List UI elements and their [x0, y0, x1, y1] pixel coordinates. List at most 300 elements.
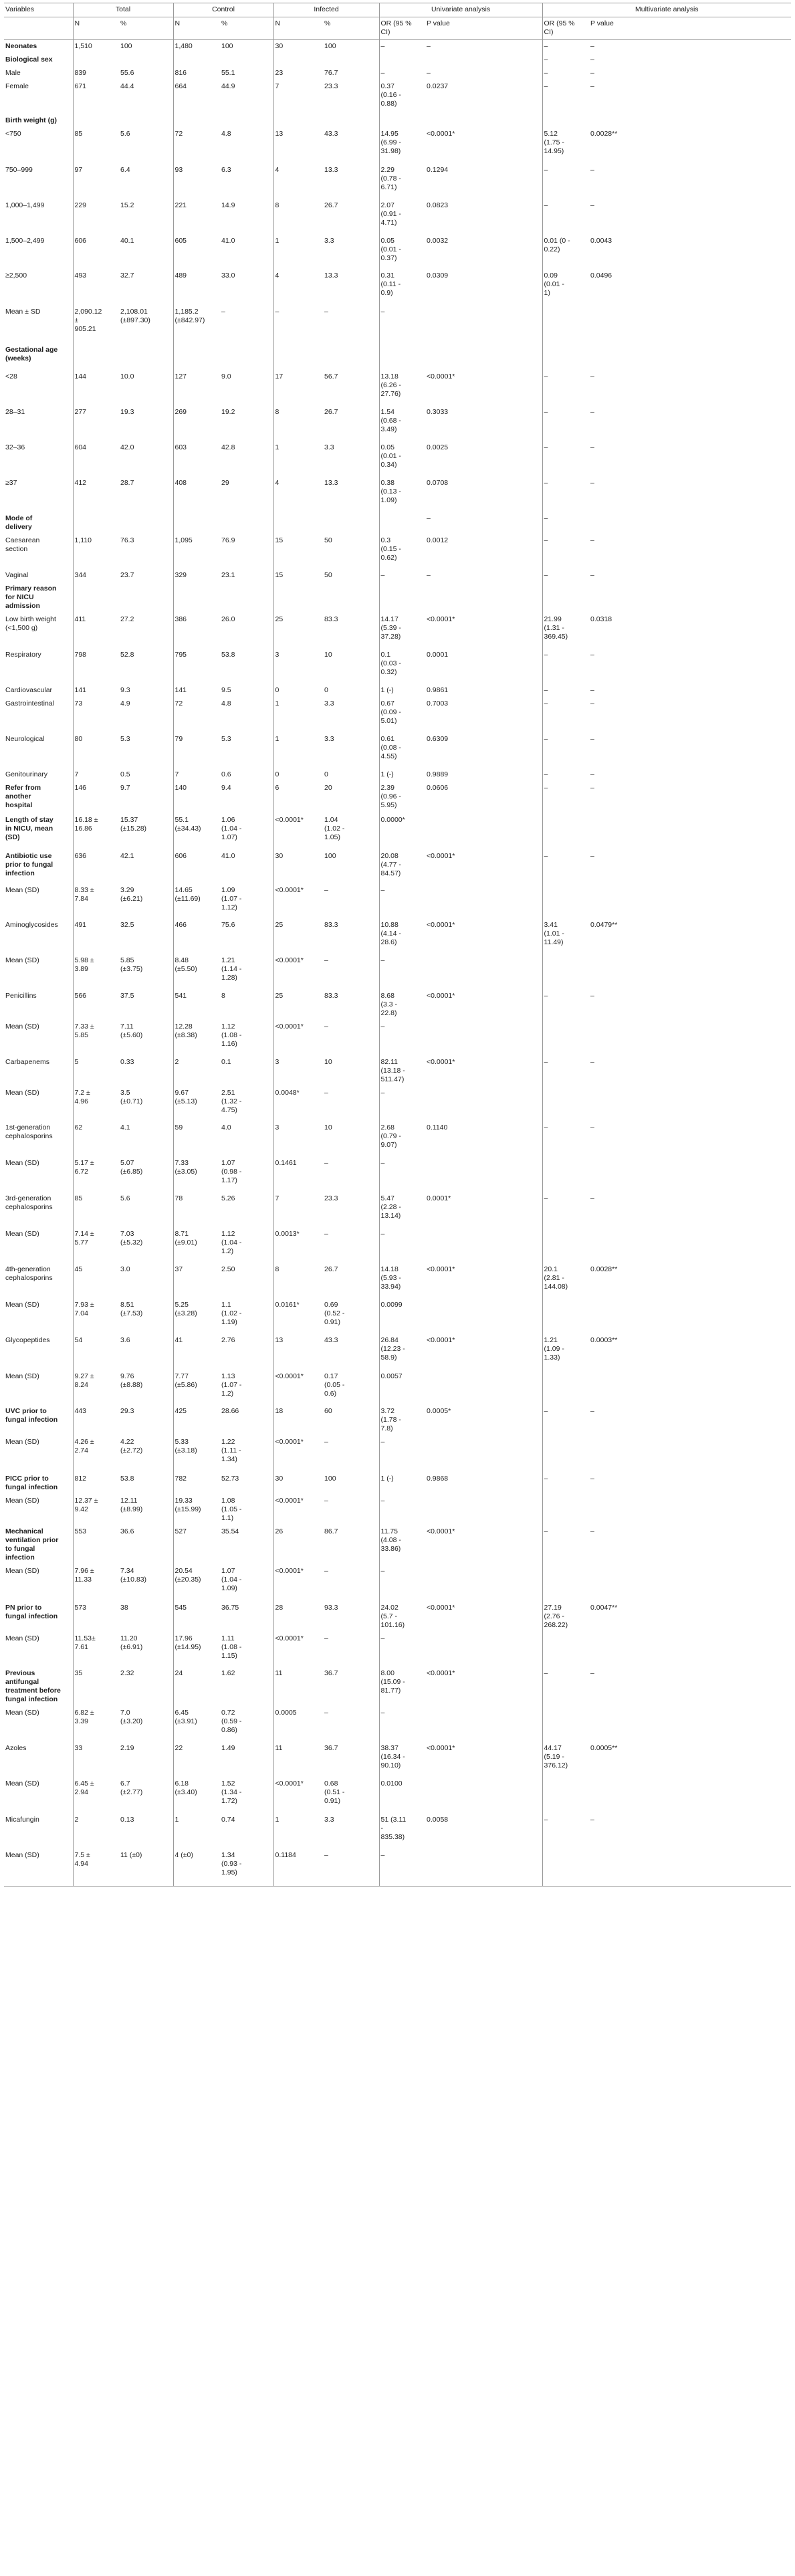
cell-total-n: 33 — [73, 1742, 119, 1778]
cell-total-pct: 100 — [120, 42, 132, 50]
cell-multivariate-or — [542, 954, 589, 990]
cell-control-pct: 2.51 (1.32 - 4.75) — [221, 1089, 242, 1114]
cell-multivariate-p — [589, 1565, 791, 1602]
cell-multivariate-p: – — [590, 1475, 594, 1483]
cell-total-n: 812 — [73, 1473, 119, 1495]
cell-univariate-p — [425, 114, 542, 128]
cell-multivariate-p: – — [590, 1058, 594, 1066]
cell-total-pct: 42.1 — [120, 852, 134, 860]
cell-multivariate-or — [542, 582, 589, 613]
cell-multivariate-or — [542, 1370, 589, 1405]
cell-control-n: 72 — [173, 128, 220, 164]
cell-multivariate-p: – — [590, 686, 594, 694]
table-row — [4, 306, 791, 344]
cell-multivariate-or: – — [542, 441, 589, 477]
cell-total-n: 604 — [73, 441, 119, 477]
cell-control-n: 19.33 (±15.99) — [173, 1495, 220, 1525]
cell-control-pct: 1.07 (1.04 - 1.09) — [221, 1567, 242, 1592]
cell-infected-pct: 13.3 — [324, 272, 338, 280]
cell-univariate-or: 0.0099 — [379, 1299, 425, 1334]
cell-infected-n: 11 — [273, 1742, 323, 1778]
table-row — [4, 649, 791, 684]
cell-multivariate-or: – — [542, 80, 589, 114]
cell-univariate-or: 20.08 (4.77 - 84.57) — [379, 850, 425, 884]
cell-total-pct: 5.6 — [120, 130, 130, 138]
cell-multivariate-or: 0.09 (0.01 - 1) — [542, 270, 589, 306]
cell-control-n: 5.25 (±3.28) — [173, 1299, 220, 1334]
cell-total-pct: 38 — [120, 1604, 128, 1612]
cell-infected-n: 28 — [273, 1602, 323, 1632]
cell-variable: Mean (SD) — [5, 1497, 39, 1505]
table-row — [4, 1602, 791, 1632]
cell-total-pct: 0.13 — [120, 1816, 134, 1824]
subheader-multivariate-p: P value — [589, 17, 791, 40]
cell-infected-n: 15 — [273, 569, 323, 582]
cell-univariate-p: 0.0058 — [427, 1816, 449, 1824]
table-row — [4, 684, 791, 697]
cell-univariate-or: 2.07 (0.91 - 4.71) — [379, 199, 425, 235]
cell-univariate-or: 0.3 (0.15 - 0.62) — [379, 534, 425, 569]
cell-multivariate-p — [589, 1495, 791, 1525]
cell-multivariate-p — [589, 1436, 791, 1473]
cell-univariate-or: 0.0057 — [379, 1370, 425, 1405]
cell-control-pct — [220, 512, 273, 534]
cell-control-pct: 1.12 (1.08 - 1.16) — [221, 1023, 242, 1048]
cell-variable: Male — [5, 69, 21, 77]
cell-control-pct — [220, 53, 273, 67]
cell-infected-n: 0 — [273, 684, 323, 697]
cell-total-pct: 7.03 (±5.32) — [120, 1230, 143, 1247]
cell-multivariate-or: – — [542, 697, 589, 733]
cell-univariate-or: 0.0100 — [379, 1778, 425, 1814]
cell-total-pct: 23.7 — [120, 571, 134, 579]
header-group-total: Total — [73, 3, 173, 17]
cell-univariate-or — [379, 53, 425, 67]
cell-infected-n: 13 — [273, 1334, 323, 1370]
cell-control-n: 12.28 (±8.38) — [173, 1021, 220, 1056]
cell-infected-pct: 83.3 — [324, 615, 338, 623]
cell-control-pct: 1.34 (0.93 - 1.95) — [220, 1849, 273, 1886]
cell-infected-n: 1 — [273, 1814, 323, 1849]
cell-control-pct: 6.3 — [221, 166, 231, 174]
cell-univariate-p: <0.0001* — [427, 992, 455, 1000]
cell-infected-pct: 3.3 — [324, 700, 334, 708]
cell-variable: Mean (SD) — [5, 956, 39, 964]
cell-univariate-p: 0.0001 — [427, 651, 449, 659]
cell-total-pct: 7.11 (±5.60) — [120, 1023, 143, 1039]
cell-infected-n: 30 — [273, 850, 323, 884]
header-group-infected: Infected — [273, 3, 379, 17]
cell-variable: Micafungin — [5, 1816, 39, 1824]
cell-total-n: 9.27 ± 8.24 — [73, 1370, 119, 1405]
table-row — [4, 477, 791, 512]
cell-infected-pct: 100 — [324, 1475, 336, 1483]
cell-infected-n — [273, 53, 323, 67]
cell-control-n: 221 — [173, 199, 220, 235]
cell-total-pct: 4.9 — [120, 700, 130, 708]
cell-univariate-or: 1 (-) — [379, 684, 425, 697]
cell-total-n: 491 — [73, 919, 119, 954]
cell-infected-pct: 43.3 — [324, 130, 338, 138]
table-row — [4, 40, 791, 54]
cell-total-pct: 40.1 — [120, 237, 134, 245]
cell-total-pct: 3.5 (±0.71) — [120, 1089, 143, 1105]
cell-total-pct: 7.0 (±3.20) — [120, 1709, 143, 1725]
cell-total-pct: 32.7 — [120, 272, 134, 280]
cell-multivariate-p: 0.0028** — [590, 130, 618, 138]
cell-control-n: 127 — [173, 370, 220, 406]
cell-multivariate-p: – — [590, 201, 594, 209]
cell-univariate-or: 2.29 (0.78 - 6.71) — [379, 164, 425, 199]
cell-variable: Mode of delivery — [5, 514, 33, 531]
cell-control-n: 17.96 (±14.95) — [173, 1632, 220, 1667]
cell-univariate-or: 82.11 (13.18 - 511.47) — [379, 1056, 425, 1087]
cell-univariate-or: – — [379, 306, 425, 344]
subheader-control-pct: % — [220, 17, 273, 40]
cell-control-pct: 8 — [221, 992, 225, 1000]
cell-control-pct: 0.74 — [221, 1816, 235, 1824]
cell-control-pct: 2.76 — [221, 1336, 235, 1344]
cell-infected-n: 15 — [273, 534, 323, 569]
cell-total-pct: 2.32 — [120, 1669, 134, 1677]
cell-univariate-p — [425, 1436, 542, 1473]
cell-univariate-or: 0.37 (0.16 - 0.88) — [379, 80, 425, 114]
cell-control-pct: 9.5 — [221, 686, 231, 694]
cell-infected-n: 3 — [273, 1121, 323, 1157]
cell-variable: Low birth weight (<1,500 g) — [5, 615, 56, 632]
cell-multivariate-p: 0.0003** — [590, 1336, 618, 1344]
cell-total-pct: 8.51 (±7.53) — [120, 1301, 143, 1317]
cell-control-pct: – — [221, 308, 225, 316]
cell-univariate-p: 0.0606 — [427, 784, 449, 792]
cell-multivariate-p: – — [590, 651, 594, 659]
cell-variable: Mean (SD) — [5, 1567, 39, 1575]
header-group-univariate: Univariate analysis — [379, 3, 542, 17]
cell-total-n: 7.14 ± 5.77 — [73, 1228, 119, 1263]
cell-multivariate-or: – — [542, 733, 589, 768]
cell-infected-pct: 83.3 — [324, 992, 338, 1000]
table-header — [4, 3, 791, 40]
cell-infected-n: <0.0001* — [273, 1021, 323, 1056]
table-row — [4, 370, 791, 406]
cell-multivariate-p: 0.0496 — [590, 272, 612, 280]
cell-univariate-p: 0.0823 — [427, 201, 449, 209]
cell-univariate-or — [379, 344, 425, 370]
cell-total-n: 45 — [73, 1263, 119, 1299]
cell-control-n — [173, 114, 220, 128]
cell-infected-pct: 36.7 — [324, 1744, 338, 1752]
cell-infected-n — [273, 512, 323, 534]
table-row — [4, 990, 791, 1021]
cell-multivariate-p: – — [590, 1669, 594, 1677]
cell-control-pct: 1.13 (1.07 - 1.2) — [221, 1372, 242, 1398]
table-body — [4, 40, 791, 1887]
cell-multivariate-or: 21.99 (1.31 - 369.45) — [542, 613, 589, 649]
cell-control-pct: 55.1 — [221, 69, 235, 77]
cell-univariate-p: 0.9861 — [427, 686, 449, 694]
cell-univariate-p: <0.0001* — [427, 921, 455, 929]
cell-total-pct: 27.2 — [120, 615, 134, 623]
cell-univariate-or: 1 (-) — [379, 1473, 425, 1495]
table-row — [4, 128, 791, 164]
subheader-control-n: N — [173, 17, 220, 40]
cell-univariate-p: 0.0001* — [427, 1194, 451, 1202]
table-row — [4, 768, 791, 782]
cell-control-pct: 1.11 (1.08 - 1.15) — [221, 1634, 242, 1660]
cell-infected-pct: 83.3 — [324, 921, 338, 929]
cell-variable: 28–31 — [5, 408, 25, 416]
cell-variable: Carbapenems — [5, 1058, 49, 1066]
cell-variable: Primary reason for NICU admission — [5, 584, 57, 610]
cell-multivariate-p — [589, 884, 791, 919]
cell-control-n: 7.33 (±3.05) — [173, 1157, 220, 1192]
table-row — [4, 613, 791, 649]
cell-control-n — [173, 582, 220, 613]
cell-infected-n: 4 — [273, 477, 323, 512]
header-row-columns — [4, 17, 791, 40]
cell-univariate-p: 0.0025 — [427, 443, 449, 451]
cell-infected-pct: 1.04 (1.02 - 1.05) — [324, 816, 345, 841]
cell-univariate-p — [425, 1565, 542, 1602]
cell-variable: Mean (SD) — [5, 1709, 39, 1717]
cell-control-pct: 2.50 — [221, 1265, 235, 1273]
cell-multivariate-p: – — [590, 700, 594, 708]
cell-variable: Mean (SD) — [5, 1438, 39, 1446]
cell-total-n: 7.96 ± 11.33 — [73, 1565, 119, 1602]
cell-variable: Mean (SD) — [4, 1849, 73, 1886]
table-row — [4, 67, 791, 80]
cell-total-pct — [119, 344, 173, 370]
cell-infected-pct: – — [324, 1567, 328, 1575]
cell-variable: Antibiotic use prior to fungal infection — [5, 852, 53, 877]
cell-multivariate-p — [589, 1632, 791, 1667]
cell-total-pct: 37.5 — [120, 992, 134, 1000]
subheader-univariate-or: OR (95 % CI) — [379, 17, 425, 40]
cell-multivariate-p — [589, 1707, 791, 1742]
cell-total-n: 1,510 — [73, 40, 119, 54]
cell-total-pct — [119, 114, 173, 128]
cell-multivariate-or — [542, 306, 589, 344]
cell-infected-n: 0.1184 — [273, 1849, 323, 1886]
subheader-infected-pct: % — [323, 17, 379, 40]
cell-univariate-p — [425, 1021, 542, 1056]
subheader-univariate-p: P value — [425, 17, 542, 40]
cell-univariate-or: – — [379, 40, 425, 54]
cell-multivariate-p — [589, 1157, 791, 1192]
cell-control-n: 603 — [173, 441, 220, 477]
cell-univariate-or: – — [379, 1436, 425, 1473]
table-row — [4, 1667, 791, 1707]
table-row — [4, 697, 791, 733]
cell-control-pct: 1.07 (0.98 - 1.17) — [221, 1159, 242, 1184]
cell-total-pct: 28.7 — [120, 479, 134, 487]
subheader-total-n: N — [73, 17, 119, 40]
cell-multivariate-p: 0.0028** — [590, 1265, 618, 1273]
cell-univariate-or: 0.61 (0.08 - 4.55) — [379, 733, 425, 768]
cell-infected-n: 13 — [273, 128, 323, 164]
cell-multivariate-or: – — [542, 512, 589, 534]
cell-infected-n: <0.0001* — [273, 1778, 323, 1814]
cell-univariate-p: 0.1294 — [427, 166, 449, 174]
table-row — [4, 1849, 791, 1886]
cell-multivariate-or — [542, 344, 589, 370]
cell-univariate-or: 14.95 (6.99 - 31.98) — [379, 128, 425, 164]
cell-infected-pct: 43.3 — [324, 1336, 338, 1344]
cell-univariate-p: <0.0001* — [427, 1744, 455, 1752]
cell-total-n: 141 — [73, 684, 119, 697]
cell-multivariate-or: – — [542, 684, 589, 697]
cell-control-pct: 1.49 — [221, 1744, 235, 1752]
cell-variable: Mean ± SD — [5, 308, 41, 316]
cell-multivariate-p: – — [590, 82, 594, 90]
cell-multivariate-p: – — [590, 536, 594, 544]
cell-total-pct: 12.11 (±8.99) — [120, 1497, 143, 1513]
cell-control-n: 59 — [173, 1121, 220, 1157]
cell-multivariate-or: 1.21 (1.09 - 1.33) — [542, 1334, 589, 1370]
cell-multivariate-or: – — [542, 1667, 589, 1707]
cell-total-pct: 76.3 — [120, 536, 134, 544]
cell-total-pct: 5.3 — [120, 735, 130, 743]
cell-univariate-or: – — [379, 569, 425, 582]
cell-control-n: 425 — [173, 1405, 220, 1436]
cell-total-pct: 3.0 — [120, 1265, 130, 1273]
cell-variable: Respiratory — [5, 651, 41, 659]
table-row — [4, 1087, 791, 1121]
cell-univariate-or: 2.39 (0.96 - 5.95) — [379, 782, 425, 814]
cell-infected-pct: 26.7 — [324, 201, 338, 209]
cell-infected-n: 7 — [273, 1192, 323, 1228]
cell-infected-n: 25 — [273, 613, 323, 649]
cell-univariate-p: – — [427, 42, 431, 50]
cell-infected-n: 8 — [273, 199, 323, 235]
cell-total-pct: 15.37 (±15.28) — [120, 816, 147, 833]
cell-total-pct: 0.33 — [120, 1058, 134, 1066]
cell-variable: UVC prior to fungal infection — [5, 1407, 58, 1424]
cell-univariate-or: – — [379, 1021, 425, 1056]
cell-variable: 32–36 — [5, 443, 25, 451]
cell-univariate-p — [425, 344, 542, 370]
cell-control-n: 79 — [173, 733, 220, 768]
cell-control-pct: 4.8 — [221, 700, 231, 708]
cell-infected-pct — [323, 582, 379, 613]
cell-total-pct: 15.2 — [120, 201, 134, 209]
cell-univariate-p — [425, 884, 542, 919]
cell-total-n: 16.18 ± 16.86 — [73, 814, 119, 850]
cell-infected-pct — [323, 53, 379, 67]
cell-total-n: 411 — [73, 613, 119, 649]
cell-variable: 1,500–2,499 — [5, 237, 45, 245]
cell-infected-pct: – — [324, 1230, 328, 1238]
cell-control-n: 269 — [173, 406, 220, 441]
table-row — [4, 1632, 791, 1667]
cell-infected-n — [273, 114, 323, 128]
cell-infected-n: 11 — [273, 1667, 323, 1707]
cell-control-n: 9.67 (±5.13) — [173, 1087, 220, 1121]
cell-infected-n — [273, 344, 323, 370]
cell-multivariate-or: 0.01 (0 - 0.22) — [542, 235, 589, 270]
cell-total-n: 5 — [73, 1056, 119, 1087]
cell-total-pct: 9.3 — [120, 686, 130, 694]
cell-univariate-p — [425, 1778, 542, 1814]
cell-multivariate-p: – — [590, 852, 594, 860]
table-row — [4, 1525, 791, 1565]
cell-total-pct: 5.85 (±3.75) — [120, 956, 143, 973]
cell-infected-n: 0.0005 — [273, 1707, 323, 1742]
cell-control-n: 1,185.2 (±842.97) — [173, 306, 220, 344]
cell-total-n: 12.37 ± 9.42 — [73, 1495, 119, 1525]
cell-variable: Mean (SD) — [5, 886, 39, 894]
cell-control-pct: 4.8 — [221, 130, 231, 138]
cell-variable: Azoles — [5, 1744, 27, 1752]
cell-univariate-or: – — [379, 1228, 425, 1263]
cell-univariate-p: 0.0708 — [427, 479, 449, 487]
cell-variable: Genitourinary — [5, 770, 48, 778]
cell-total-n: 7.5 ± 4.94 — [73, 1849, 119, 1886]
cell-univariate-or: 3.72 (1.78 - 7.8) — [379, 1405, 425, 1436]
cell-total-n: 73 — [73, 697, 119, 733]
cell-control-n — [173, 512, 220, 534]
table-row — [4, 53, 791, 67]
cell-multivariate-p — [589, 1299, 791, 1334]
cell-multivariate-p: – — [590, 166, 594, 174]
cell-variable: 750–999 — [5, 166, 33, 174]
cell-variable: Mean (SD) — [5, 1780, 39, 1788]
cell-variable: Mean (SD) — [5, 1230, 39, 1238]
cell-univariate-p: 0.1140 — [427, 1123, 448, 1132]
cell-control-pct — [220, 344, 273, 370]
cell-control-pct: 1.06 (1.04 - 1.07) — [221, 816, 242, 841]
cell-total-n: 344 — [73, 569, 119, 582]
cell-total-n: 144 — [73, 370, 119, 406]
header-row-groups — [4, 3, 791, 17]
cell-control-n: 527 — [173, 1525, 220, 1565]
cell-total-n: 443 — [73, 1405, 119, 1436]
cell-total-n: 5.17 ± 6.72 — [73, 1157, 119, 1192]
cell-total-pct — [119, 53, 173, 67]
table-row — [4, 114, 791, 128]
cell-univariate-or: 8.68 (3.3 - 22.8) — [379, 990, 425, 1021]
cell-univariate-p: 0.0237 — [427, 82, 449, 90]
cell-variable: PICC prior to fungal infection — [5, 1475, 58, 1491]
table-row — [4, 1370, 791, 1405]
cell-univariate-or: 0.1 (0.03 - 0.32) — [379, 649, 425, 684]
cell-infected-pct: 23.3 — [324, 1194, 338, 1202]
cell-infected-n — [273, 582, 323, 613]
cell-infected-n: 0 — [273, 768, 323, 782]
cell-variable: 4th-generation cephalosporins — [5, 1265, 53, 1282]
cell-control-n: 20.54 (±20.35) — [173, 1565, 220, 1602]
cell-total-n: 85 — [73, 128, 119, 164]
cell-total-n: 7.93 ± 7.04 — [73, 1299, 119, 1334]
cell-multivariate-or: – — [542, 67, 589, 80]
cell-univariate-p: <0.0001* — [427, 1058, 455, 1066]
cell-multivariate-p — [589, 1778, 791, 1814]
table-row — [4, 512, 791, 534]
cell-control-n: 1 — [173, 1814, 220, 1849]
cell-variable: Cardiovascular — [5, 686, 53, 694]
cell-multivariate-or: 3.41 (1.01 - 11.49) — [542, 919, 589, 954]
cell-infected-pct: 0.17 (0.05 - 0.6) — [324, 1372, 345, 1398]
cell-multivariate-or: – — [542, 1405, 589, 1436]
cell-total-n: 566 — [73, 990, 119, 1021]
cell-multivariate-or — [542, 1707, 589, 1742]
cell-univariate-or: 8.00 (15.09 - 81.77) — [379, 1667, 425, 1707]
cell-total-pct: 19.3 — [120, 408, 134, 416]
cell-control-n: 78 — [173, 1192, 220, 1228]
cell-control-pct — [220, 114, 273, 128]
cell-variable: Gastrointestinal — [5, 700, 54, 708]
cell-control-pct: 9.4 — [221, 784, 231, 792]
